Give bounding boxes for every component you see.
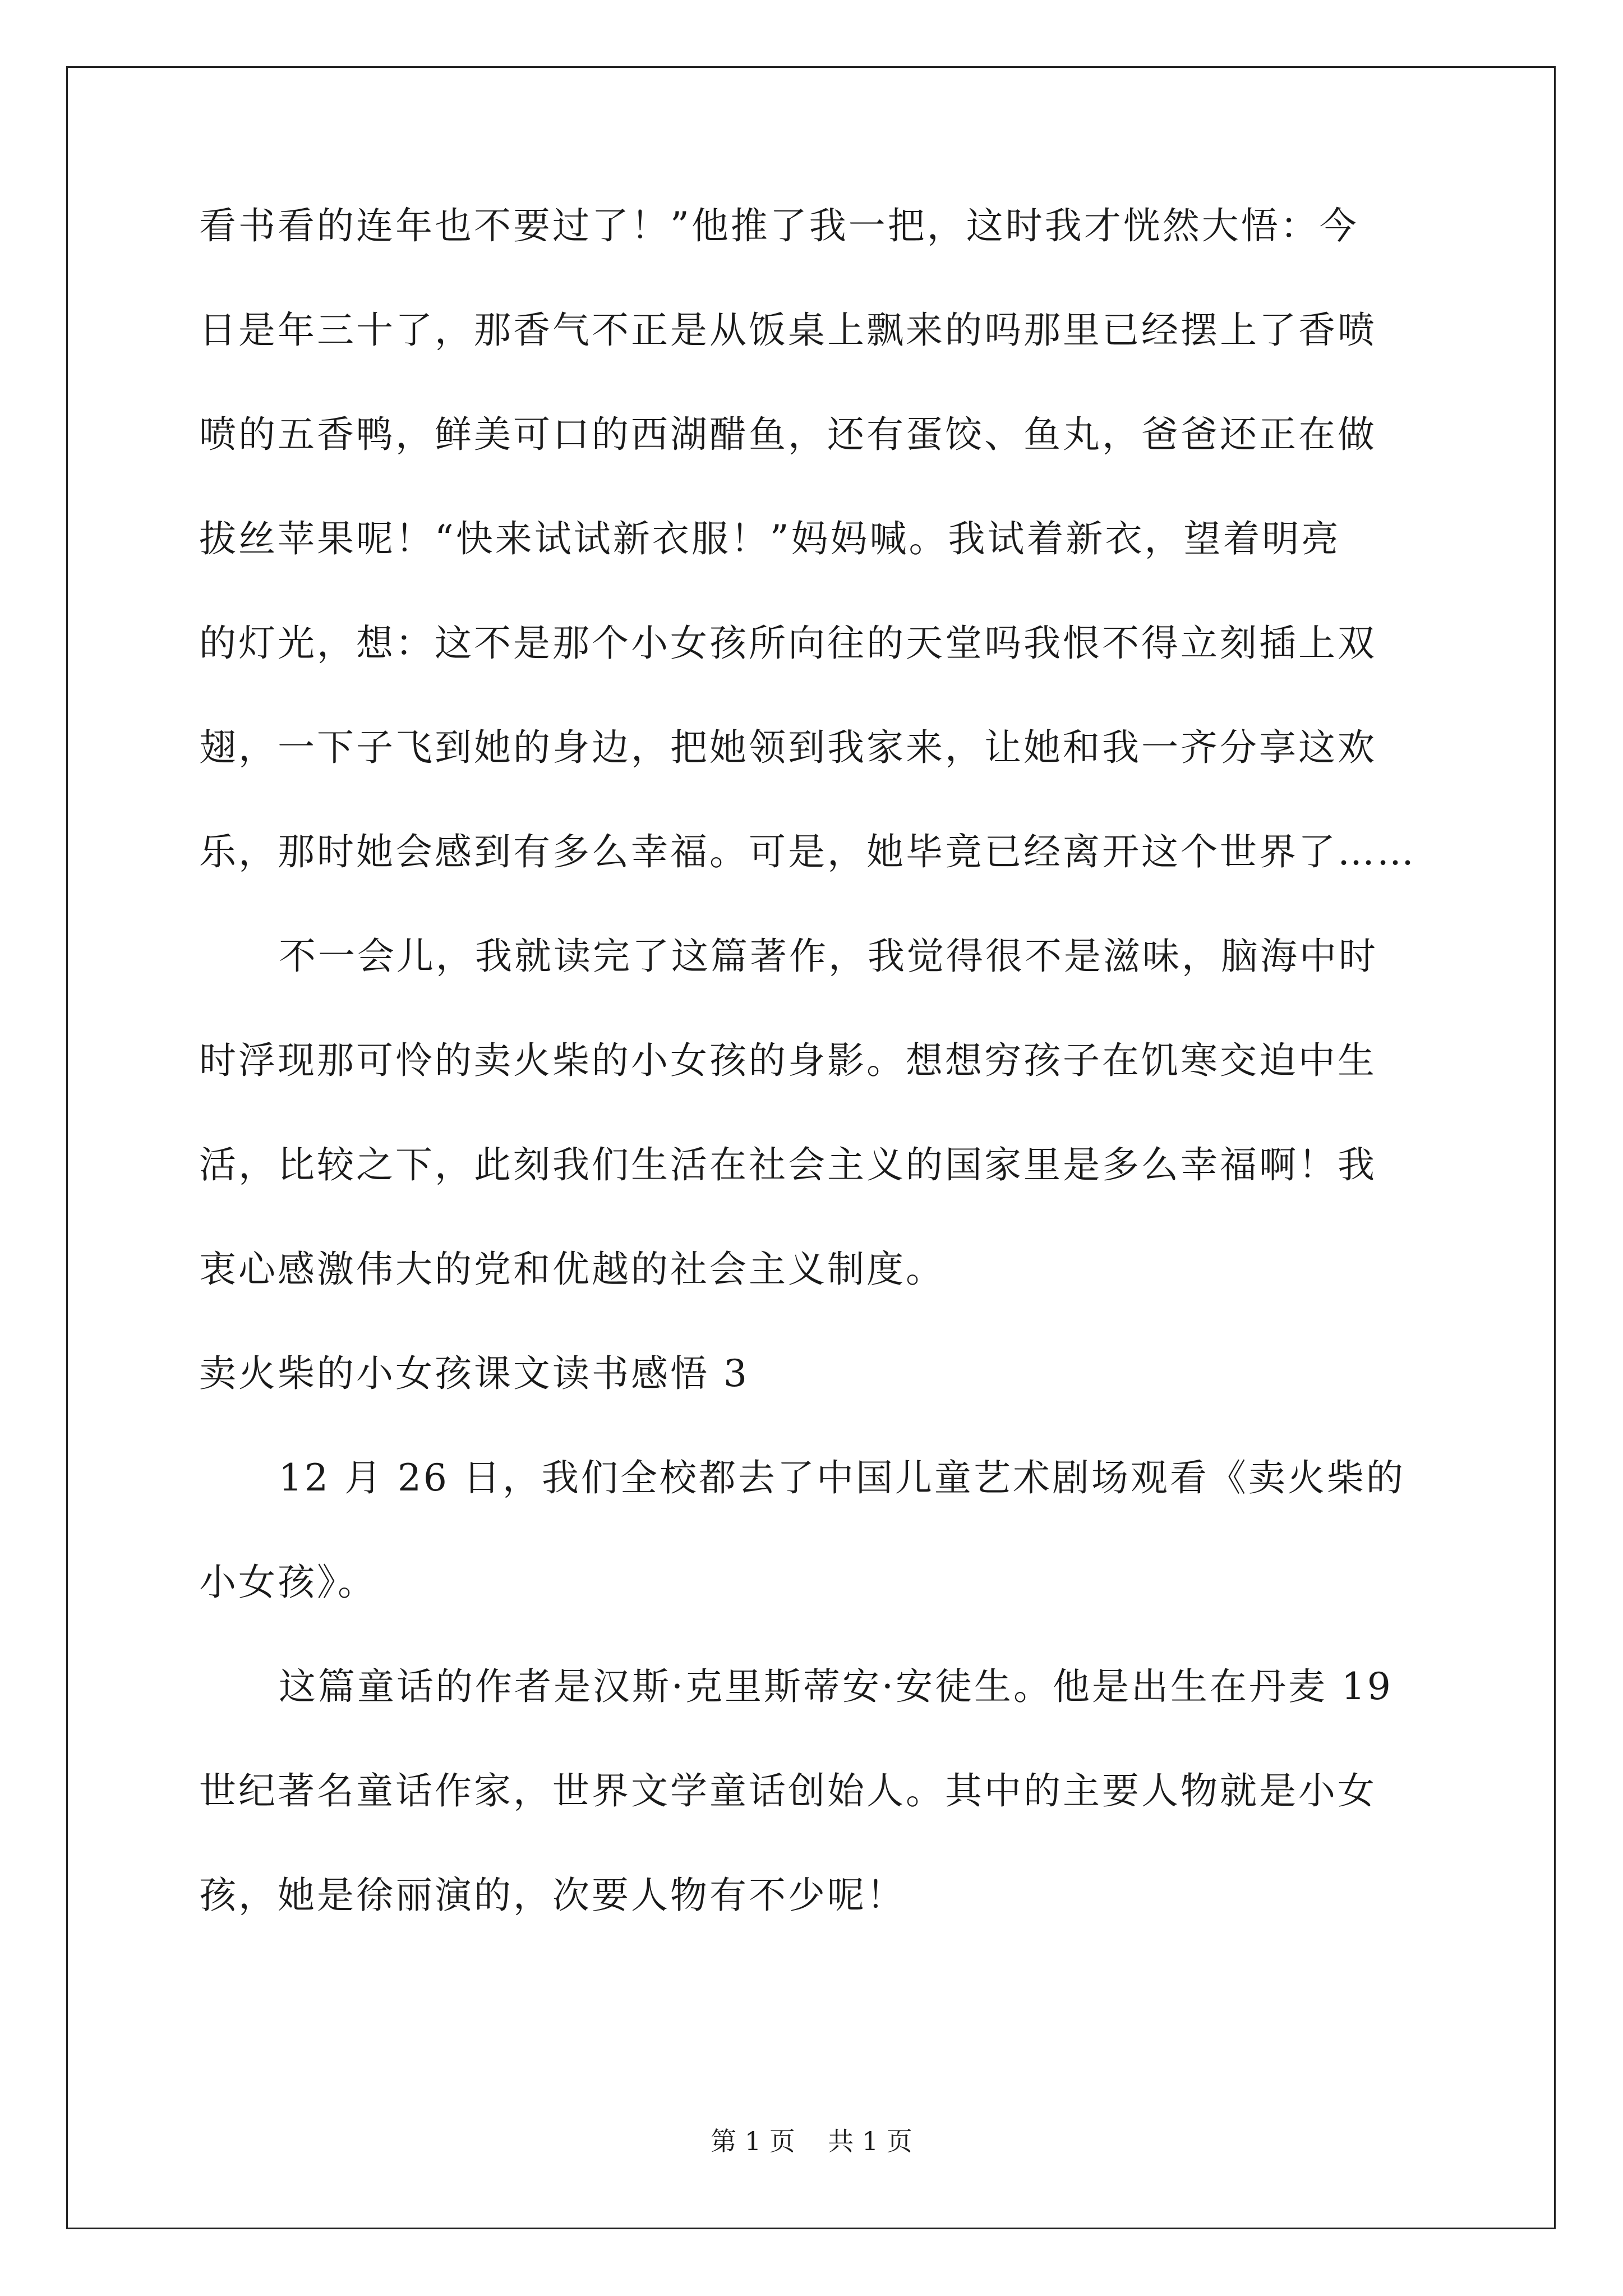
section-heading: 卖火柴的小女孩课文读书感悟 3 [199, 1352, 749, 1395]
text-line: 拔丝苹果呢！“快来试试新衣服！”妈妈喊。我试着新衣，望着明亮 [199, 517, 1341, 560]
text-line: 世纪著名童话作家，世界文学童话创始人。其中的主要人物就是小女 [199, 1769, 1377, 1812]
paragraph-start-line: 这篇童话的作者是汉斯·克里斯蒂安·安徒生。他是出生在丹麦 19 [279, 1665, 1393, 1708]
text-line: 喷的五香鸭，鲜美可口的西湖醋鱼，还有蛋饺、鱼丸，爸爸还正在做 [199, 413, 1377, 456]
page-footer: 第 1 页 共 1 页 [711, 2126, 912, 2156]
text-line: 小女孩》。 [199, 1561, 377, 1604]
paragraph-start-line: 不一会儿，我就读完了这篇著作，我觉得很不是滋味，脑海中时 [279, 935, 1378, 978]
paragraph-start-line: 12 月 26 日，我们全校都去了中国儿童艺术剧场观看《卖火柴的 [279, 1456, 1405, 1499]
text-line: 翅，一下子飞到她的身边，把她领到我家来，让她和我一齐分享这欢 [199, 726, 1377, 769]
text-line: 乐，那时她会感到有多么幸福。可是，她毕竟已经离开这个世界了…… [199, 830, 1416, 873]
text-line: 活，比较之下，此刻我们生活在社会主义的国家里是多么幸福啊！我 [199, 1143, 1377, 1186]
document-body [199, 204, 1422, 1981]
text-line: 时浮现那可怜的卖火柴的小女孩的身影。想想穷孩子在饥寒交迫中生 [199, 1039, 1377, 1082]
text-line: 孩，她是徐丽演的，次要人物有不少呢！ [199, 1874, 906, 1917]
text-line: 日是年三十了，那香气不正是从饭桌上飘来的吗那里已经摆上了香喷 [199, 309, 1377, 352]
text-line: 的灯光，想：这不是那个小女孩所向往的天堂吗我恨不得立刻插上双 [199, 622, 1377, 665]
text-line: 看书看的连年也不要过了！”他推了我一把，这时我才恍然大悟：今 [199, 204, 1359, 247]
text-line: 衷心感激伟大的党和优越的社会主义制度。 [199, 1248, 945, 1291]
